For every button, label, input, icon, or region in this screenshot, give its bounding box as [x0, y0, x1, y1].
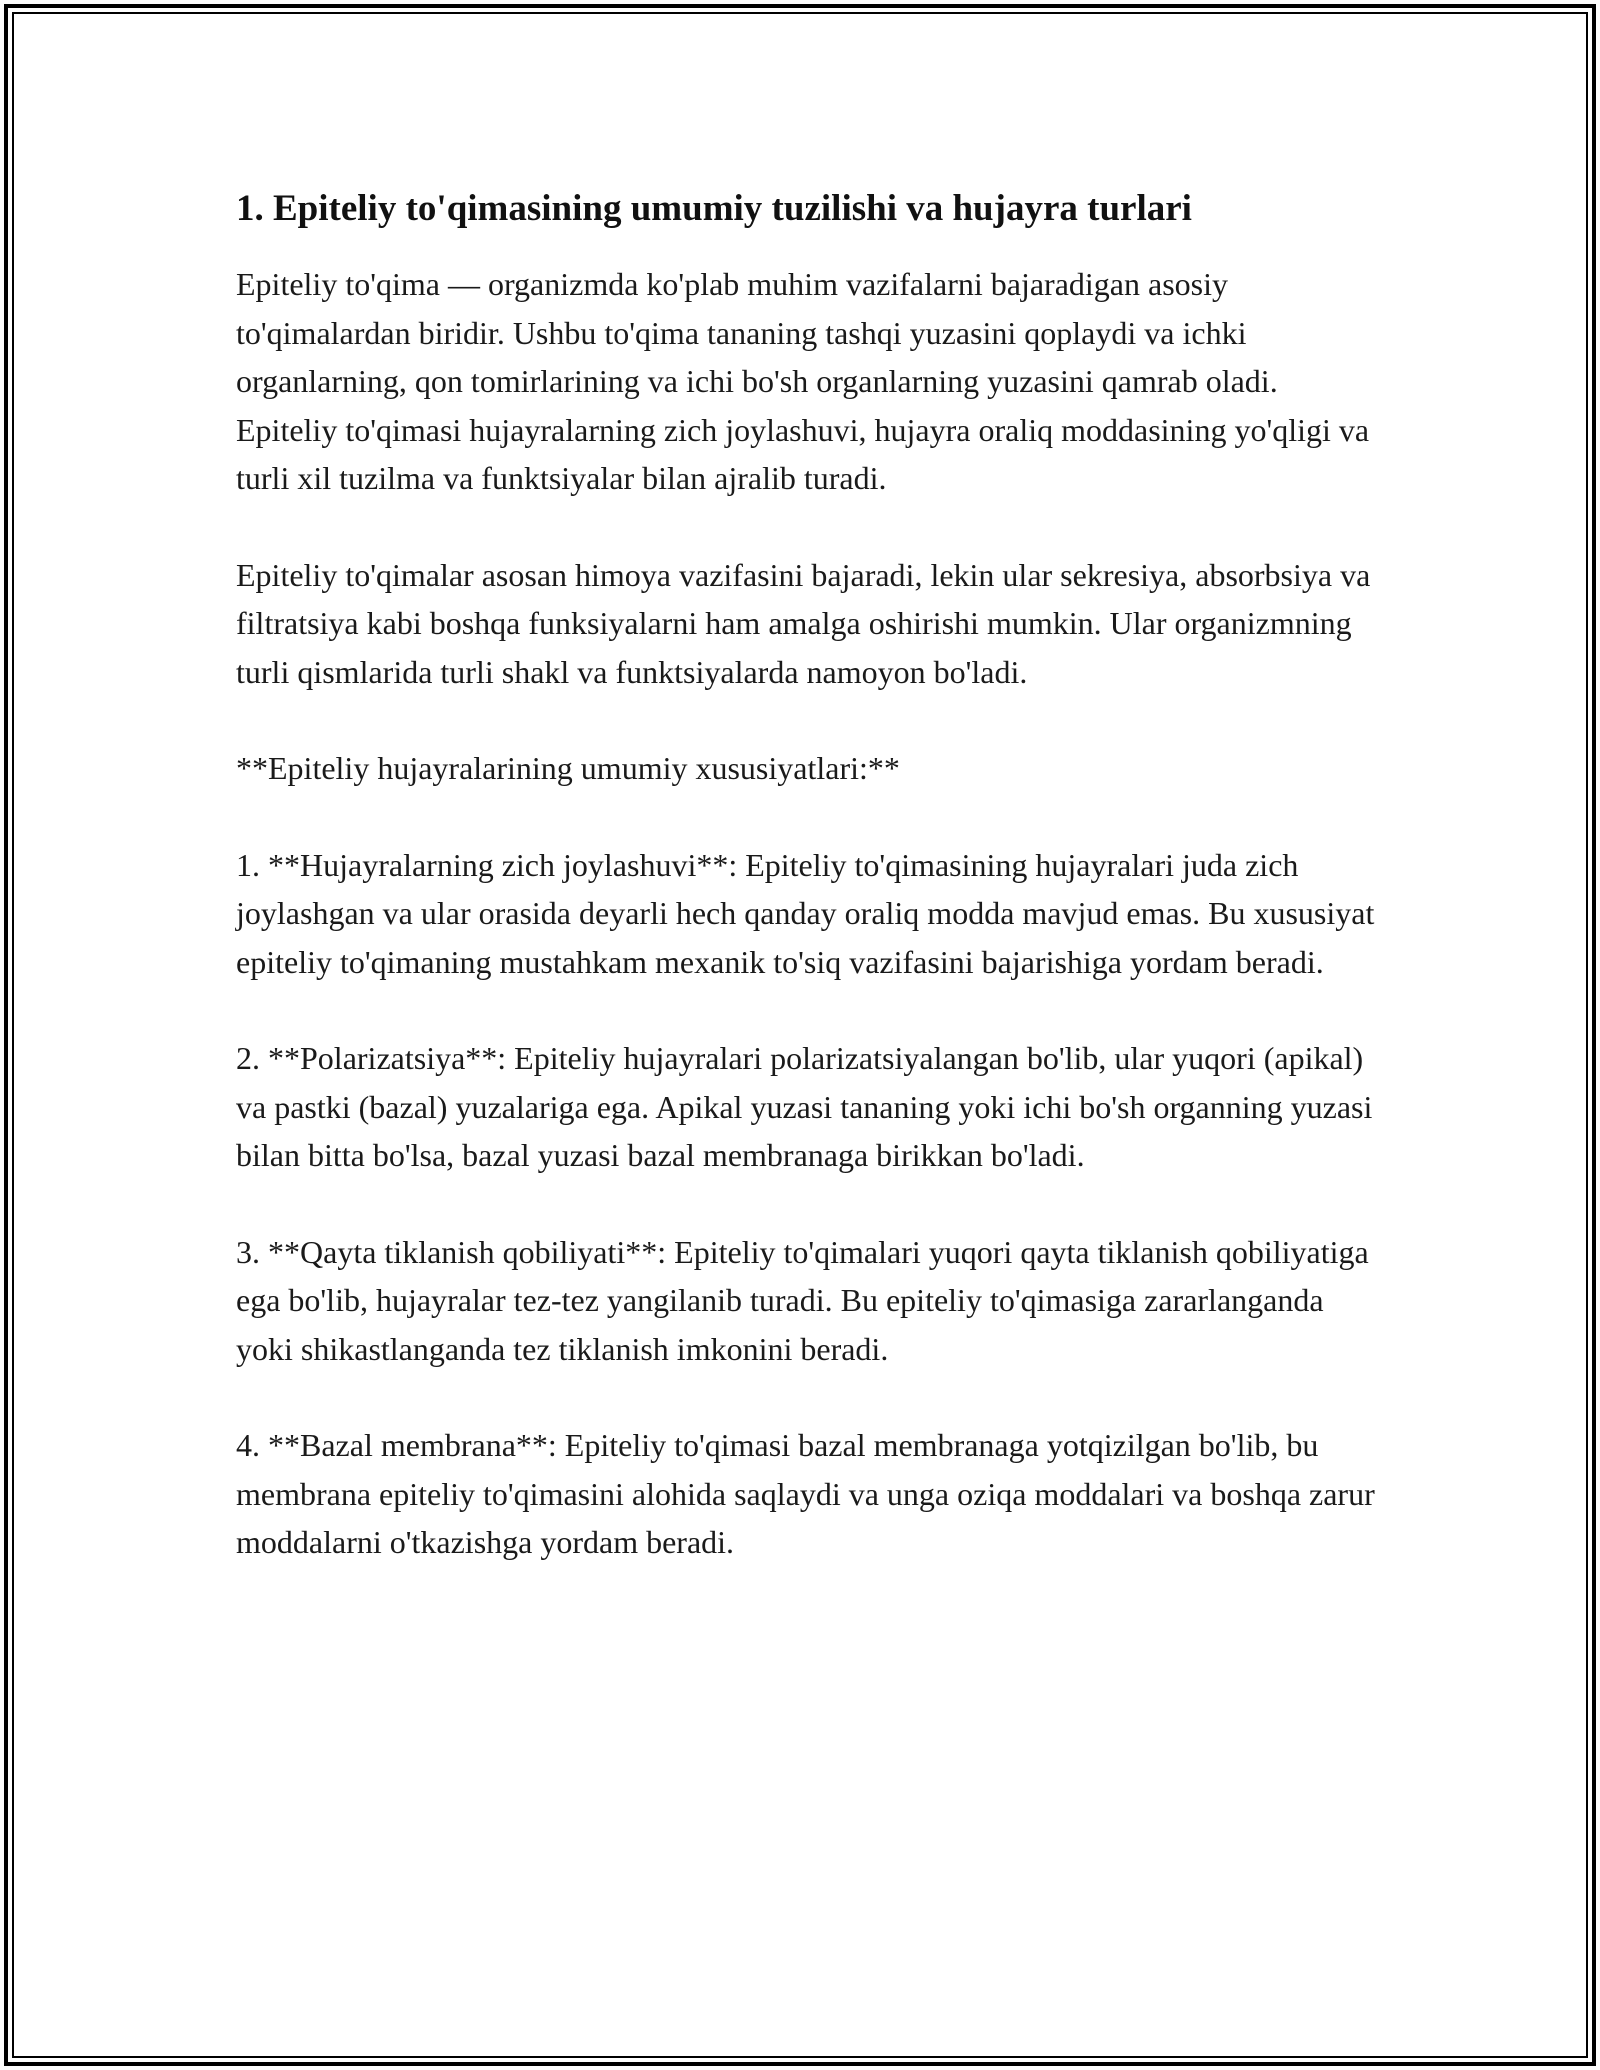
functions-paragraph: Epiteliy to'qimalar asosan himoya vazifasini bajaradi, lekin ular sekresiya, absorbsiya va filtratsiya kabi boshqa funksiyalarni ham amalga oshirishi mumkin. Ular organizmning turli qismlarida turli shakl va funktsiyalarda namoyon bo'ladi.	[236, 556, 1371, 690]
list-item-basal-membrane: 4. **Bazal membrana**: Epiteliy to'qimasi bazal membranaga yotqizilgan bo'lib, bu membrana epiteliy to'qimasini alohida saqlaydi va unga oziqa moddalari va boshqa zarur moddalarni o'tkazishga yordam beradi.	[236, 1427, 1375, 1560]
properties-title: **Epiteliy hujayralarining umumiy xususiyatlari:**	[236, 750, 900, 786]
list-item-regeneration: 3. **Qayta tiklanish qobiliyati**: Epiteliy to'qimalari yuqori qayta tiklanish qobiliyatiga ega bo'lib, hujayralar tez-tez yangilanib turadi. Bu epiteliy to'qimasiga zararlanganda yoki shikastlanganda tez tiklanish imkonini beradi.	[236, 1233, 1369, 1367]
list-item-polarization: 2. **Polarizatsiya**: Epiteliy hujayralari polarizatsiyalangan bo'lib, ular yuqori (apikal) va pastki (bazal) yuzalariga ega. Apikal yuzasi tananing yoki ichi bo'sh organning yuzasi bilan bitta bo'lsa, bazal yuzasi bazal membranaga birikkan bo'ladi.	[236, 1040, 1373, 1173]
intro-paragraph: Epiteliy to'qima — organizmda ko'plab muhim vazifalarni bajaradigan asosiy to'qimalardan biridir. Ushbu to'qima tananing tashqi yuzasini qoplaydi va ichki organlarning, qon tomirlarining va ichi bo'sh organlarning yuzasini qamrab oladi. Epiteliy to'qimasi hujayralarning zich joylashuvi, hujayra oraliq moddasining yo'qligi va turli xil tuzilma va funktsiyalar bilan ajralib turadi.	[236, 266, 1370, 496]
section-heading: 1. Epiteliy to'qimasining umumiy tuzilishi va hujayra turlari	[236, 188, 1192, 229]
document-body	[236, 186, 1376, 1615]
list-item-dense-arrangement: 1. **Hujayralarning zich joylashuvi**: Epiteliy to'qimasining hujayralari juda zich joylashgan va ular orasida deyarli hech qanday oraliq modda mavjud emas. Bu xususiyat epiteliy to'qimaning mustahkam mexanik to'siq vazifasini bajarishiga yordam beradi.	[236, 846, 1375, 980]
